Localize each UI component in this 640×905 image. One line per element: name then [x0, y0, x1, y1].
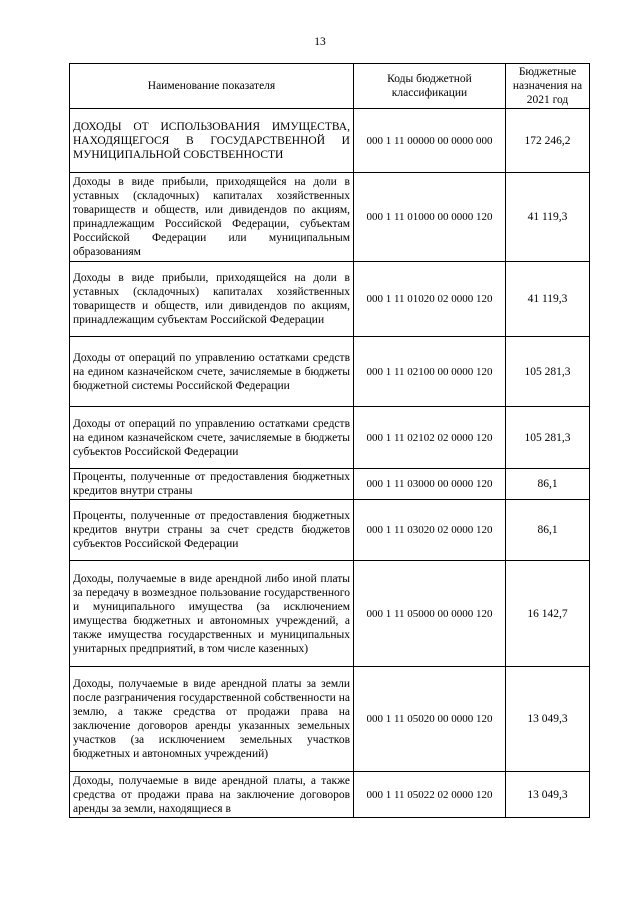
row-amount: 13 049,3	[506, 772, 590, 818]
table-row	[70, 500, 590, 561]
row-code: 000 1 11 01020 02 0000 120	[354, 262, 506, 337]
table-row	[70, 469, 590, 500]
page-number: 13	[314, 36, 326, 48]
table-row	[70, 337, 590, 407]
row-code: 000 1 11 01000 00 0000 120	[354, 173, 506, 262]
header-code: Коды бюджетной классификации	[354, 64, 506, 109]
header-amount: Бюджетные назначения на 2021 год	[506, 64, 590, 109]
table-row	[70, 407, 590, 469]
row-code: 000 1 11 05000 00 0000 120	[354, 561, 506, 667]
table-row	[70, 772, 590, 818]
row-name: Доходы от операций по управлению остатками средств на едином казначейском счете, зачисляемые в бюджеты субъектов Российской Федерации	[70, 407, 354, 469]
row-name: ДОХОДЫ ОТ ИСПОЛЬЗОВАНИЯ ИМУЩЕСТВА, НАХОДЯЩЕГОСЯ В ГОСУДАРСТВЕННОЙ И МУНИЦИПАЛЬНОЙ СОБСТВЕННОСТИ	[70, 109, 354, 173]
row-code: 000 1 11 02102 02 0000 120	[354, 407, 506, 469]
table-row	[70, 173, 590, 262]
row-code: 000 1 11 05020 00 0000 120	[354, 667, 506, 772]
table-row	[70, 667, 590, 772]
row-name: Доходы, получаемые в виде арендной платы, а также средства от продажи права на заключение договоров аренды за земли, находящиеся в	[70, 772, 354, 818]
row-amount: 13 049,3	[506, 667, 590, 772]
row-name: Доходы от операций по управлению остатками средств на едином казначейском счете, зачисляемые в бюджеты бюджетной системы Российской Федерации	[70, 337, 354, 407]
table-row	[70, 109, 590, 173]
row-amount: 86,1	[506, 469, 590, 500]
row-code: 000 1 11 03000 00 0000 120	[354, 469, 506, 500]
row-code: 000 1 11 02100 00 0000 120	[354, 337, 506, 407]
row-amount: 41 119,3	[506, 173, 590, 262]
table-row	[70, 561, 590, 667]
table-header	[70, 64, 590, 109]
header-row	[70, 64, 590, 109]
row-amount: 105 281,3	[506, 407, 590, 469]
row-amount: 105 281,3	[506, 337, 590, 407]
row-amount: 16 142,7	[506, 561, 590, 667]
row-amount: 86,1	[506, 500, 590, 561]
table-row	[70, 262, 590, 337]
row-name: Проценты, полученные от предоставления бюджетных кредитов внутри страны	[70, 469, 354, 500]
row-code: 000 1 11 05022 02 0000 120	[354, 772, 506, 818]
row-amount: 172 246,2	[506, 109, 590, 173]
table-body	[70, 109, 590, 818]
row-name: Доходы в виде прибыли, приходящейся на доли в уставных (складочных) капиталах хозяйственных товариществ и обществ, или дивидендов по акциям, принадлежащим субъектам Российской Федерации	[70, 262, 354, 337]
row-name: Доходы, получаемые в виде арендной платы за земли после разграничения государственной собственности на землю, а также средства от продажи права на заключение договоров аренды указанных земельных участков (за исключением земельных участков бюджетных и автономных учреждений)	[70, 667, 354, 772]
row-code: 000 1 11 03020 02 0000 120	[354, 500, 506, 561]
row-name: Доходы в виде прибыли, приходящейся на доли в уставных (складочных) капиталах хозяйственных товариществ и обществ, или дивидендов по акциям, принадлежащим Российской Федерации, субъектам Российской Федерации или муниципальным образованиям	[70, 173, 354, 262]
row-name: Проценты, полученные от предоставления бюджетных кредитов внутри страны за счет средств бюджетов субъектов Российской Федерации	[70, 500, 354, 561]
header-name: Наименование показателя	[70, 64, 354, 109]
row-name: Доходы, получаемые в виде арендной либо иной платы за передачу в возмездное пользование государственного и муниципального имущества (за исключением имущества бюджетных и автономных учреждений, а также имущества государственных и муниципальных унитарных предприятий, в том числе казенных)	[70, 561, 354, 667]
budget-table	[69, 63, 590, 818]
row-amount: 41 119,3	[506, 262, 590, 337]
row-code: 000 1 11 00000 00 0000 000	[354, 109, 506, 173]
